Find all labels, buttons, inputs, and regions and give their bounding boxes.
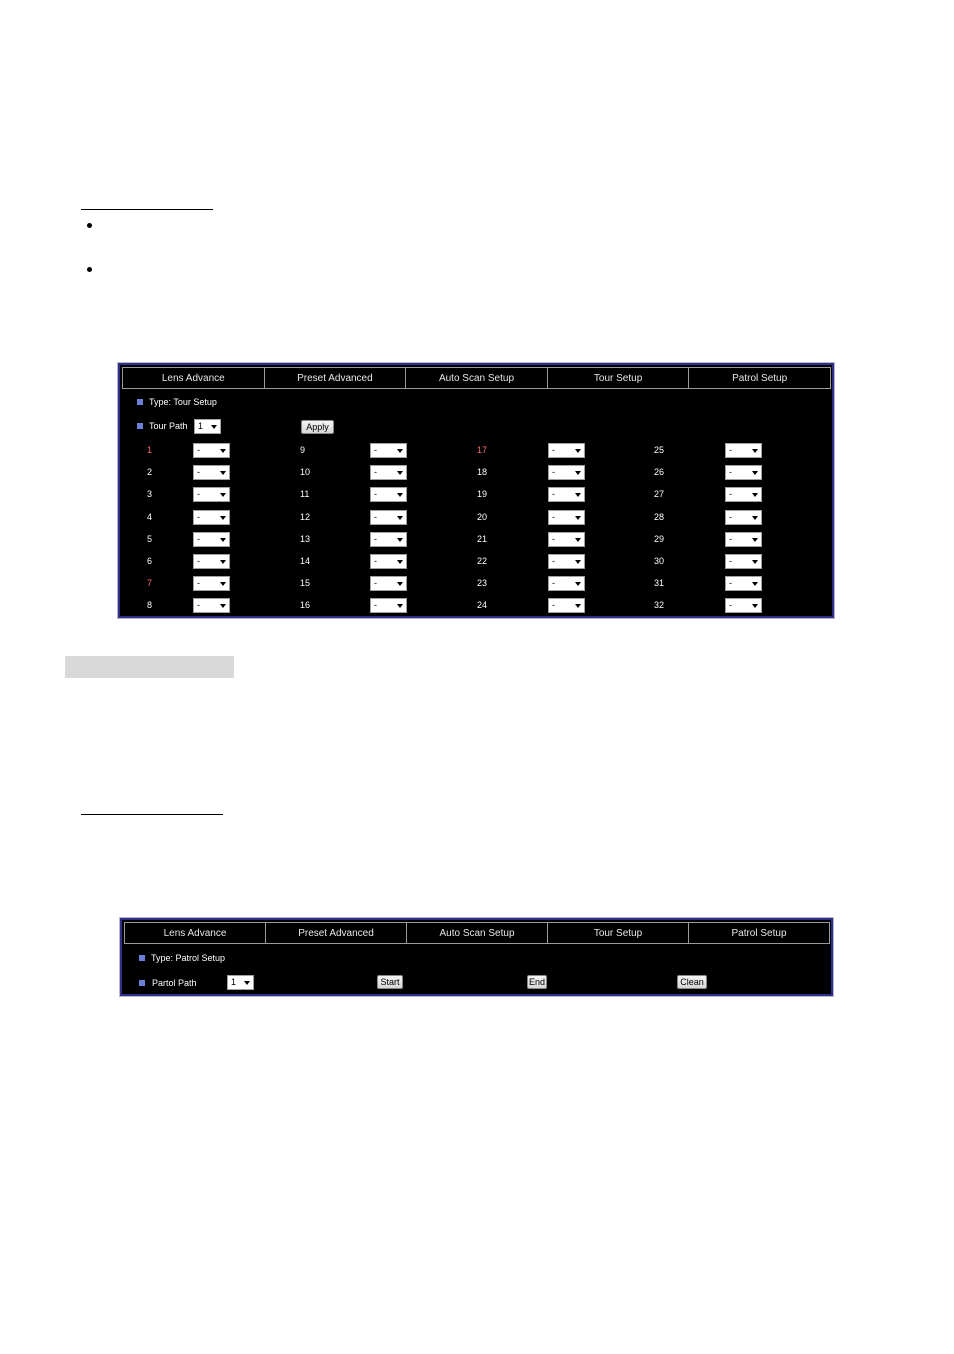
slot-preset-value: - bbox=[552, 534, 555, 544]
slot-preset-value: - bbox=[374, 489, 377, 499]
slot-number: 17 bbox=[477, 445, 488, 455]
square-bullet-icon bbox=[137, 423, 143, 429]
chevron-down-icon bbox=[220, 604, 226, 608]
slot-preset-value: - bbox=[197, 578, 200, 588]
slot-number: 3 bbox=[147, 489, 153, 499]
chevron-down-icon bbox=[397, 516, 403, 520]
chevron-down-icon bbox=[752, 471, 758, 475]
slot-preset-select[interactable] bbox=[193, 465, 230, 480]
slot-preset-select[interactable] bbox=[725, 598, 762, 613]
chevron-down-icon bbox=[397, 493, 403, 497]
chevron-down-icon bbox=[575, 604, 581, 608]
slot-preset-value: - bbox=[374, 600, 377, 610]
tour-setup-panel bbox=[118, 363, 834, 618]
bullet-point bbox=[87, 267, 92, 272]
tab-patrol-setup[interactable]: Patrol Setup bbox=[688, 367, 831, 389]
clean-button[interactable]: Clean bbox=[677, 975, 707, 989]
slot-number: 25 bbox=[654, 445, 665, 455]
chevron-down-icon bbox=[752, 582, 758, 586]
chevron-down-icon bbox=[752, 604, 758, 608]
slot-preset-select[interactable] bbox=[725, 487, 762, 502]
slot-preset-value: - bbox=[729, 512, 732, 522]
slot-number: 22 bbox=[477, 556, 488, 566]
slot-preset-value: - bbox=[197, 489, 200, 499]
slot-preset-select[interactable] bbox=[548, 465, 585, 480]
slot-preset-select[interactable] bbox=[370, 510, 407, 525]
slot-number: 31 bbox=[654, 578, 665, 588]
slot-number: 21 bbox=[477, 534, 488, 544]
slot-number: 13 bbox=[300, 534, 311, 544]
tour-path-select[interactable] bbox=[194, 419, 221, 434]
chevron-down-icon bbox=[575, 538, 581, 542]
slot-preset-value: - bbox=[729, 467, 732, 477]
tab-auto-scan-setup[interactable]: Auto Scan Setup bbox=[405, 367, 548, 389]
tab-patrol-setup[interactable]: Patrol Setup bbox=[688, 922, 830, 944]
slot-preset-value: - bbox=[374, 445, 377, 455]
chevron-down-icon bbox=[220, 471, 226, 475]
slot-number: 12 bbox=[300, 512, 311, 522]
chevron-down-icon bbox=[397, 538, 403, 542]
slot-preset-value: - bbox=[552, 556, 555, 566]
patrol-path-select[interactable] bbox=[227, 975, 254, 990]
chevron-down-icon bbox=[220, 538, 226, 542]
slot-preset-select[interactable] bbox=[548, 532, 585, 547]
slot-preset-select[interactable] bbox=[548, 487, 585, 502]
slot-number: 18 bbox=[477, 467, 488, 477]
square-bullet-icon bbox=[139, 955, 145, 961]
patrol-path-label: Partol Path bbox=[152, 978, 197, 988]
square-bullet-icon bbox=[139, 980, 145, 986]
chevron-down-icon bbox=[575, 582, 581, 586]
highlighted-heading-bar bbox=[65, 656, 234, 678]
tab-bar bbox=[124, 922, 829, 944]
chevron-down-icon bbox=[397, 449, 403, 453]
apply-button[interactable]: Apply bbox=[301, 420, 334, 434]
tour-path-label: Tour Path bbox=[149, 421, 188, 431]
tab-preset-advanced[interactable]: Preset Advanced bbox=[265, 922, 407, 944]
chevron-down-icon bbox=[752, 538, 758, 542]
slot-preset-select[interactable] bbox=[725, 510, 762, 525]
slot-preset-select[interactable] bbox=[725, 532, 762, 547]
chevron-down-icon bbox=[397, 582, 403, 586]
slot-preset-value: - bbox=[374, 534, 377, 544]
chevron-down-icon bbox=[575, 493, 581, 497]
slot-preset-value: - bbox=[729, 445, 732, 455]
chevron-down-icon bbox=[220, 449, 226, 453]
tab-lens-advance[interactable]: Lens Advance bbox=[124, 922, 266, 944]
slot-number: 4 bbox=[147, 512, 153, 522]
slot-number: 1 bbox=[147, 445, 153, 455]
slot-preset-select[interactable] bbox=[193, 443, 230, 458]
slot-preset-value: - bbox=[729, 578, 732, 588]
slot-number: 23 bbox=[477, 578, 488, 588]
slot-preset-select[interactable] bbox=[193, 532, 230, 547]
slot-number: 14 bbox=[300, 556, 311, 566]
tab-bar bbox=[122, 367, 830, 389]
slot-number: 30 bbox=[654, 556, 665, 566]
chevron-down-icon bbox=[752, 516, 758, 520]
chevron-down-icon bbox=[397, 560, 403, 564]
slot-preset-select[interactable] bbox=[370, 465, 407, 480]
slot-preset-select[interactable] bbox=[725, 576, 762, 591]
slot-preset-value: - bbox=[197, 556, 200, 566]
slot-preset-select[interactable] bbox=[370, 443, 407, 458]
slot-preset-value: - bbox=[197, 467, 200, 477]
chevron-down-icon bbox=[575, 560, 581, 564]
slot-preset-select[interactable] bbox=[370, 487, 407, 502]
slot-preset-select[interactable] bbox=[548, 510, 585, 525]
slot-preset-select[interactable] bbox=[193, 576, 230, 591]
slot-number: 6 bbox=[147, 556, 153, 566]
slot-number: 29 bbox=[654, 534, 665, 544]
slot-preset-select[interactable] bbox=[548, 554, 585, 569]
slot-number: 20 bbox=[477, 512, 488, 522]
slot-number: 32 bbox=[654, 600, 665, 610]
chevron-down-icon bbox=[575, 471, 581, 475]
chevron-down-icon bbox=[397, 471, 403, 475]
chevron-down-icon bbox=[575, 449, 581, 453]
slot-number: 15 bbox=[300, 578, 311, 588]
slot-preset-value: - bbox=[552, 600, 555, 610]
slot-preset-value: - bbox=[552, 445, 555, 455]
slot-preset-select[interactable] bbox=[725, 554, 762, 569]
heading-underline bbox=[81, 814, 223, 815]
slot-number: 16 bbox=[300, 600, 311, 610]
slot-preset-value: - bbox=[729, 600, 732, 610]
end-button[interactable]: End bbox=[528, 977, 545, 987]
slot-preset-value: - bbox=[374, 512, 377, 522]
chevron-down-icon bbox=[244, 981, 250, 985]
slot-preset-select[interactable] bbox=[193, 598, 230, 613]
slot-preset-value: - bbox=[729, 556, 732, 566]
heading-underline bbox=[81, 209, 213, 210]
tour-path-value: 1 bbox=[198, 421, 204, 431]
tab-preset-advanced[interactable]: Preset Advanced bbox=[264, 367, 407, 389]
slot-preset-select[interactable] bbox=[548, 443, 585, 458]
slot-number: 9 bbox=[300, 445, 306, 455]
chevron-down-icon bbox=[575, 516, 581, 520]
slot-preset-value: - bbox=[197, 534, 200, 544]
chevron-down-icon bbox=[752, 560, 758, 564]
slot-number: 10 bbox=[300, 467, 311, 477]
square-bullet-icon bbox=[137, 399, 143, 405]
tab-tour-setup[interactable]: Tour Setup bbox=[547, 922, 689, 944]
slot-preset-value: - bbox=[552, 489, 555, 499]
slot-preset-value: - bbox=[552, 512, 555, 522]
tab-tour-setup[interactable]: Tour Setup bbox=[547, 367, 690, 389]
slot-preset-select[interactable] bbox=[193, 487, 230, 502]
slot-number: 2 bbox=[147, 467, 153, 477]
slot-preset-select[interactable] bbox=[370, 598, 407, 613]
slot-preset-select[interactable] bbox=[193, 510, 230, 525]
chevron-down-icon bbox=[220, 582, 226, 586]
slot-number: 27 bbox=[654, 489, 665, 499]
slot-number: 7 bbox=[147, 578, 153, 588]
slot-preset-select[interactable] bbox=[725, 465, 762, 480]
patrol-setup-panel bbox=[120, 918, 833, 996]
type-label: Type: Tour Setup bbox=[149, 397, 217, 407]
slot-preset-value: - bbox=[374, 467, 377, 477]
slot-preset-value: - bbox=[729, 489, 732, 499]
slot-preset-value: - bbox=[197, 445, 200, 455]
bullet-point bbox=[87, 223, 92, 228]
type-label: Type: Patrol Setup bbox=[151, 953, 226, 963]
slot-preset-value: - bbox=[197, 512, 200, 522]
slot-preset-select[interactable] bbox=[370, 532, 407, 547]
slot-preset-value: - bbox=[374, 578, 377, 588]
slot-number: 26 bbox=[654, 467, 665, 477]
slot-number: 24 bbox=[477, 600, 488, 610]
chevron-down-icon bbox=[220, 560, 226, 564]
slot-preset-select[interactable] bbox=[193, 554, 230, 569]
chevron-down-icon bbox=[397, 604, 403, 608]
tab-auto-scan-setup[interactable]: Auto Scan Setup bbox=[406, 922, 548, 944]
chevron-down-icon bbox=[752, 493, 758, 497]
slot-preset-select[interactable] bbox=[370, 576, 407, 591]
slot-preset-value: - bbox=[729, 534, 732, 544]
slot-number: 5 bbox=[147, 534, 153, 544]
slot-number: 19 bbox=[477, 489, 488, 499]
chevron-down-icon bbox=[211, 425, 217, 429]
slot-number: 8 bbox=[147, 600, 153, 610]
slot-preset-select[interactable] bbox=[548, 598, 585, 613]
patrol-path-value: 1 bbox=[231, 977, 237, 987]
slot-number: 11 bbox=[300, 489, 310, 499]
slot-preset-value: - bbox=[552, 467, 555, 477]
chevron-down-icon bbox=[220, 516, 226, 520]
slot-preset-select[interactable] bbox=[725, 443, 762, 458]
slot-preset-value: - bbox=[197, 600, 200, 610]
tab-lens-advance[interactable]: Lens Advance bbox=[122, 367, 265, 389]
chevron-down-icon bbox=[752, 449, 758, 453]
chevron-down-icon bbox=[220, 493, 226, 497]
slot-preset-value: - bbox=[552, 578, 555, 588]
start-button[interactable]: Start bbox=[377, 975, 403, 989]
slot-preset-value: - bbox=[374, 556, 377, 566]
slot-preset-select[interactable] bbox=[370, 554, 407, 569]
slot-preset-select[interactable] bbox=[548, 576, 585, 591]
slot-number: 28 bbox=[654, 512, 665, 522]
